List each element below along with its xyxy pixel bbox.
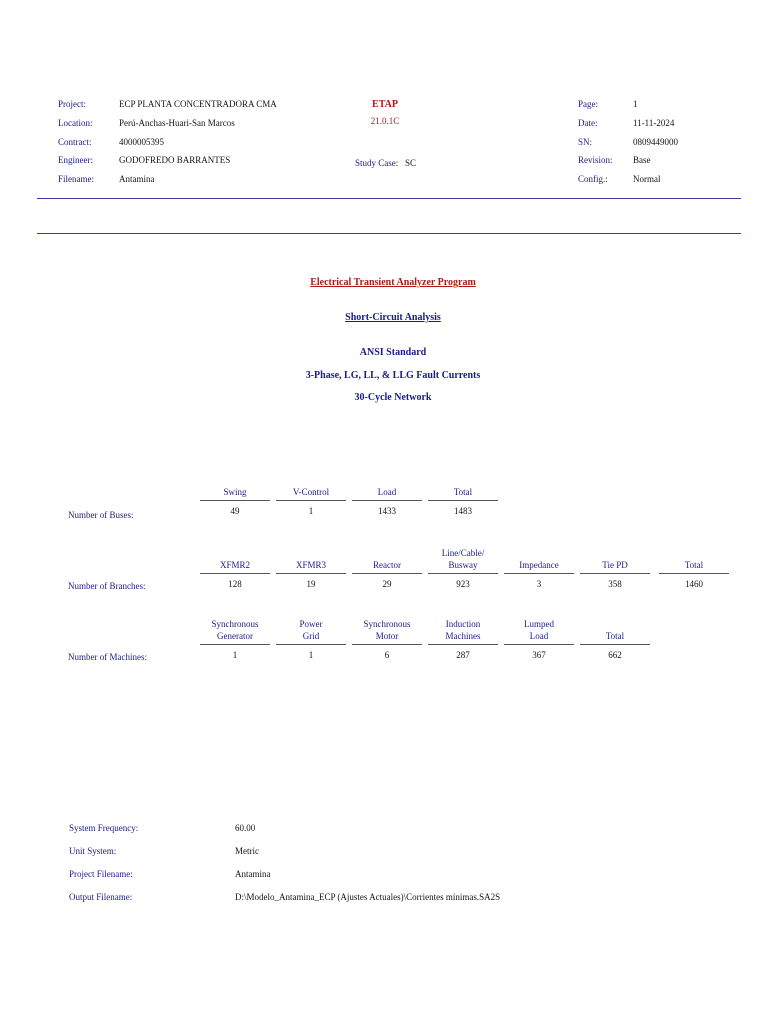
machines-column-rule <box>276 644 346 645</box>
branches-label: Number of Branches: <box>68 581 146 591</box>
buses-column-header <box>428 486 498 498</box>
branches-column-value: 923 <box>456 579 470 589</box>
machines-column-rule <box>200 644 270 645</box>
standard-title: ANSI Standard <box>359 347 427 358</box>
branches-column-header-line: Busway <box>448 560 478 570</box>
contract-label: Contract: <box>58 137 92 147</box>
buses-column-rule <box>428 500 498 501</box>
system-frequency-label: System Frequency: <box>69 823 139 833</box>
config-value: Normal <box>633 174 661 184</box>
machines-column-value: 1 <box>308 650 314 660</box>
buses-column-rule <box>200 500 270 501</box>
buses-column-value: 1483 <box>454 506 472 516</box>
branches-column-rule <box>276 573 346 574</box>
machines-column-header-line: Machines <box>445 631 481 641</box>
date-label: Date: <box>578 118 598 128</box>
project-filename-label: Project Filename: <box>69 869 133 879</box>
config-label: Config.: <box>578 174 608 184</box>
program-title: Electrical Transient Analyzer Program <box>310 277 476 288</box>
machines-column-value: 287 <box>456 650 470 660</box>
machines-column-header-line: Synchronous <box>363 619 411 629</box>
machines-column-value: 1 <box>232 650 238 660</box>
app-name: ETAP <box>372 99 398 110</box>
machines-label: Number of Machines: <box>68 652 147 662</box>
branches-column-rule <box>352 573 422 574</box>
branches-column-header-line: Reactor <box>373 560 401 570</box>
buses-column-header-line: Total <box>453 487 473 497</box>
machines-column-header-line: Power <box>299 619 323 629</box>
branches-column-header <box>504 559 574 571</box>
branches-column-value: 1460 <box>685 579 703 589</box>
machines-column-header-line: Generator <box>217 631 253 641</box>
buses-column-value: 49 <box>230 506 240 516</box>
date-value: 11-11-2024 <box>633 118 675 128</box>
output-filename-value: D:\Modelo_Antamina_ECP (Ajustes Actuales)\Corrientes mínimas.SA2S <box>235 892 501 902</box>
branches-column-rule <box>200 573 270 574</box>
branches-column-header-line: XFMR2 <box>219 560 250 570</box>
buses-column-header <box>276 486 346 498</box>
system-frequency-value: 60.00 <box>235 823 256 833</box>
buses-column-header-line: V-Control <box>292 487 330 497</box>
buses-column-header-line: Swing <box>223 487 247 497</box>
machines-column-rule <box>428 644 498 645</box>
machines-column-value: 6 <box>384 650 390 660</box>
app-version: 21.0.1C <box>370 116 400 126</box>
study-case-label: Study Case: <box>355 158 399 168</box>
branches-column-header <box>659 559 729 571</box>
buses-column-header-line: Load <box>377 487 397 497</box>
buses-column-value: 1433 <box>378 506 396 516</box>
filename-value: Antamina <box>119 174 155 184</box>
engineer-value: GODOFREDO BARRANTES <box>119 155 231 165</box>
branches-column-value: 128 <box>228 579 242 589</box>
branches-column-rule <box>580 573 650 574</box>
branches-column-value: 29 <box>382 579 392 589</box>
page-value: 1 <box>633 99 638 109</box>
buses-column-rule <box>352 500 422 501</box>
unit-system-value: Metric <box>235 846 259 856</box>
unit-system-label: Unit System: <box>69 846 117 856</box>
page-label: Page: <box>578 99 598 109</box>
branches-column-header-line: XFMR3 <box>295 560 326 570</box>
machines-column-rule <box>352 644 422 645</box>
header-divider-top <box>37 198 741 199</box>
branches-column-header <box>276 559 346 571</box>
buses-column-rule <box>276 500 346 501</box>
branches-column-header-line: Tie PD <box>602 560 628 570</box>
fault-currents-title: 3-Phase, LG, LL, & LLG Fault Currents <box>305 370 481 381</box>
branches-column-value: 19 <box>306 579 316 589</box>
machines-column-value: 662 <box>608 650 622 660</box>
machines-column-value: 367 <box>532 650 546 660</box>
sn-label: SN: <box>578 137 593 147</box>
branches-column-rule <box>428 573 498 574</box>
machines-column-rule <box>580 644 650 645</box>
project-label: Project: <box>58 99 86 109</box>
machines-column-header-line: Total <box>605 631 625 641</box>
revision-label: Revision: <box>578 155 613 165</box>
buses-label: Number of Buses: <box>68 510 134 520</box>
buses-column-header <box>200 486 270 498</box>
machines-column-header-line: Motor <box>375 631 399 641</box>
machines-column-header-line: Synchronous <box>211 619 259 629</box>
sn-value: 0809449000 <box>633 137 678 147</box>
buses-column-header <box>352 486 422 498</box>
contract-value: 4000005395 <box>119 137 164 147</box>
study-case-value: SC <box>405 158 417 168</box>
network-title: 30-Cycle Network <box>354 392 432 403</box>
engineer-label: Engineer: <box>58 155 93 165</box>
branches-column-rule <box>659 573 729 574</box>
branches-column-rule <box>504 573 574 574</box>
machines-column-header-line: Lumped <box>524 619 554 629</box>
project-value: ECP PLANTA CONCENTRADORA CMA <box>119 99 277 109</box>
revision-value: Base <box>633 155 651 165</box>
analysis-title: Short-Circuit Analysis <box>345 312 441 323</box>
branches-column-header <box>352 559 422 571</box>
machines-column-header-line: Grid <box>302 631 320 641</box>
machines-column-header-line: Load <box>529 631 549 641</box>
machines-column-header <box>580 630 650 642</box>
branches-column-value: 3 <box>536 579 542 589</box>
machines-column-header <box>504 618 574 642</box>
branches-column-header-line: Total <box>684 560 704 570</box>
buses-column-value: 1 <box>308 506 314 516</box>
machines-column-header-line: Induction <box>445 619 481 629</box>
machines-column-header <box>200 618 270 642</box>
location-label: Location: <box>58 118 93 128</box>
branches-column-value: 358 <box>608 579 622 589</box>
machines-column-header <box>352 618 422 642</box>
branches-column-header <box>428 547 498 571</box>
machines-column-header <box>276 618 346 642</box>
header-divider-bottom <box>37 233 741 234</box>
machines-column-rule <box>504 644 574 645</box>
branches-column-header-line: Impedance <box>519 560 559 570</box>
location-value: Perú-Anchas-Huari-San Marcos <box>119 118 235 128</box>
output-filename-label: Output Filename: <box>69 892 133 902</box>
machines-column-header <box>428 618 498 642</box>
branches-column-header <box>200 559 270 571</box>
branches-column-header-line: Line/Cable/ <box>441 548 485 558</box>
filename-label: Filename: <box>58 174 94 184</box>
project-filename-value: Antamina <box>235 869 271 879</box>
branches-column-header <box>580 559 650 571</box>
